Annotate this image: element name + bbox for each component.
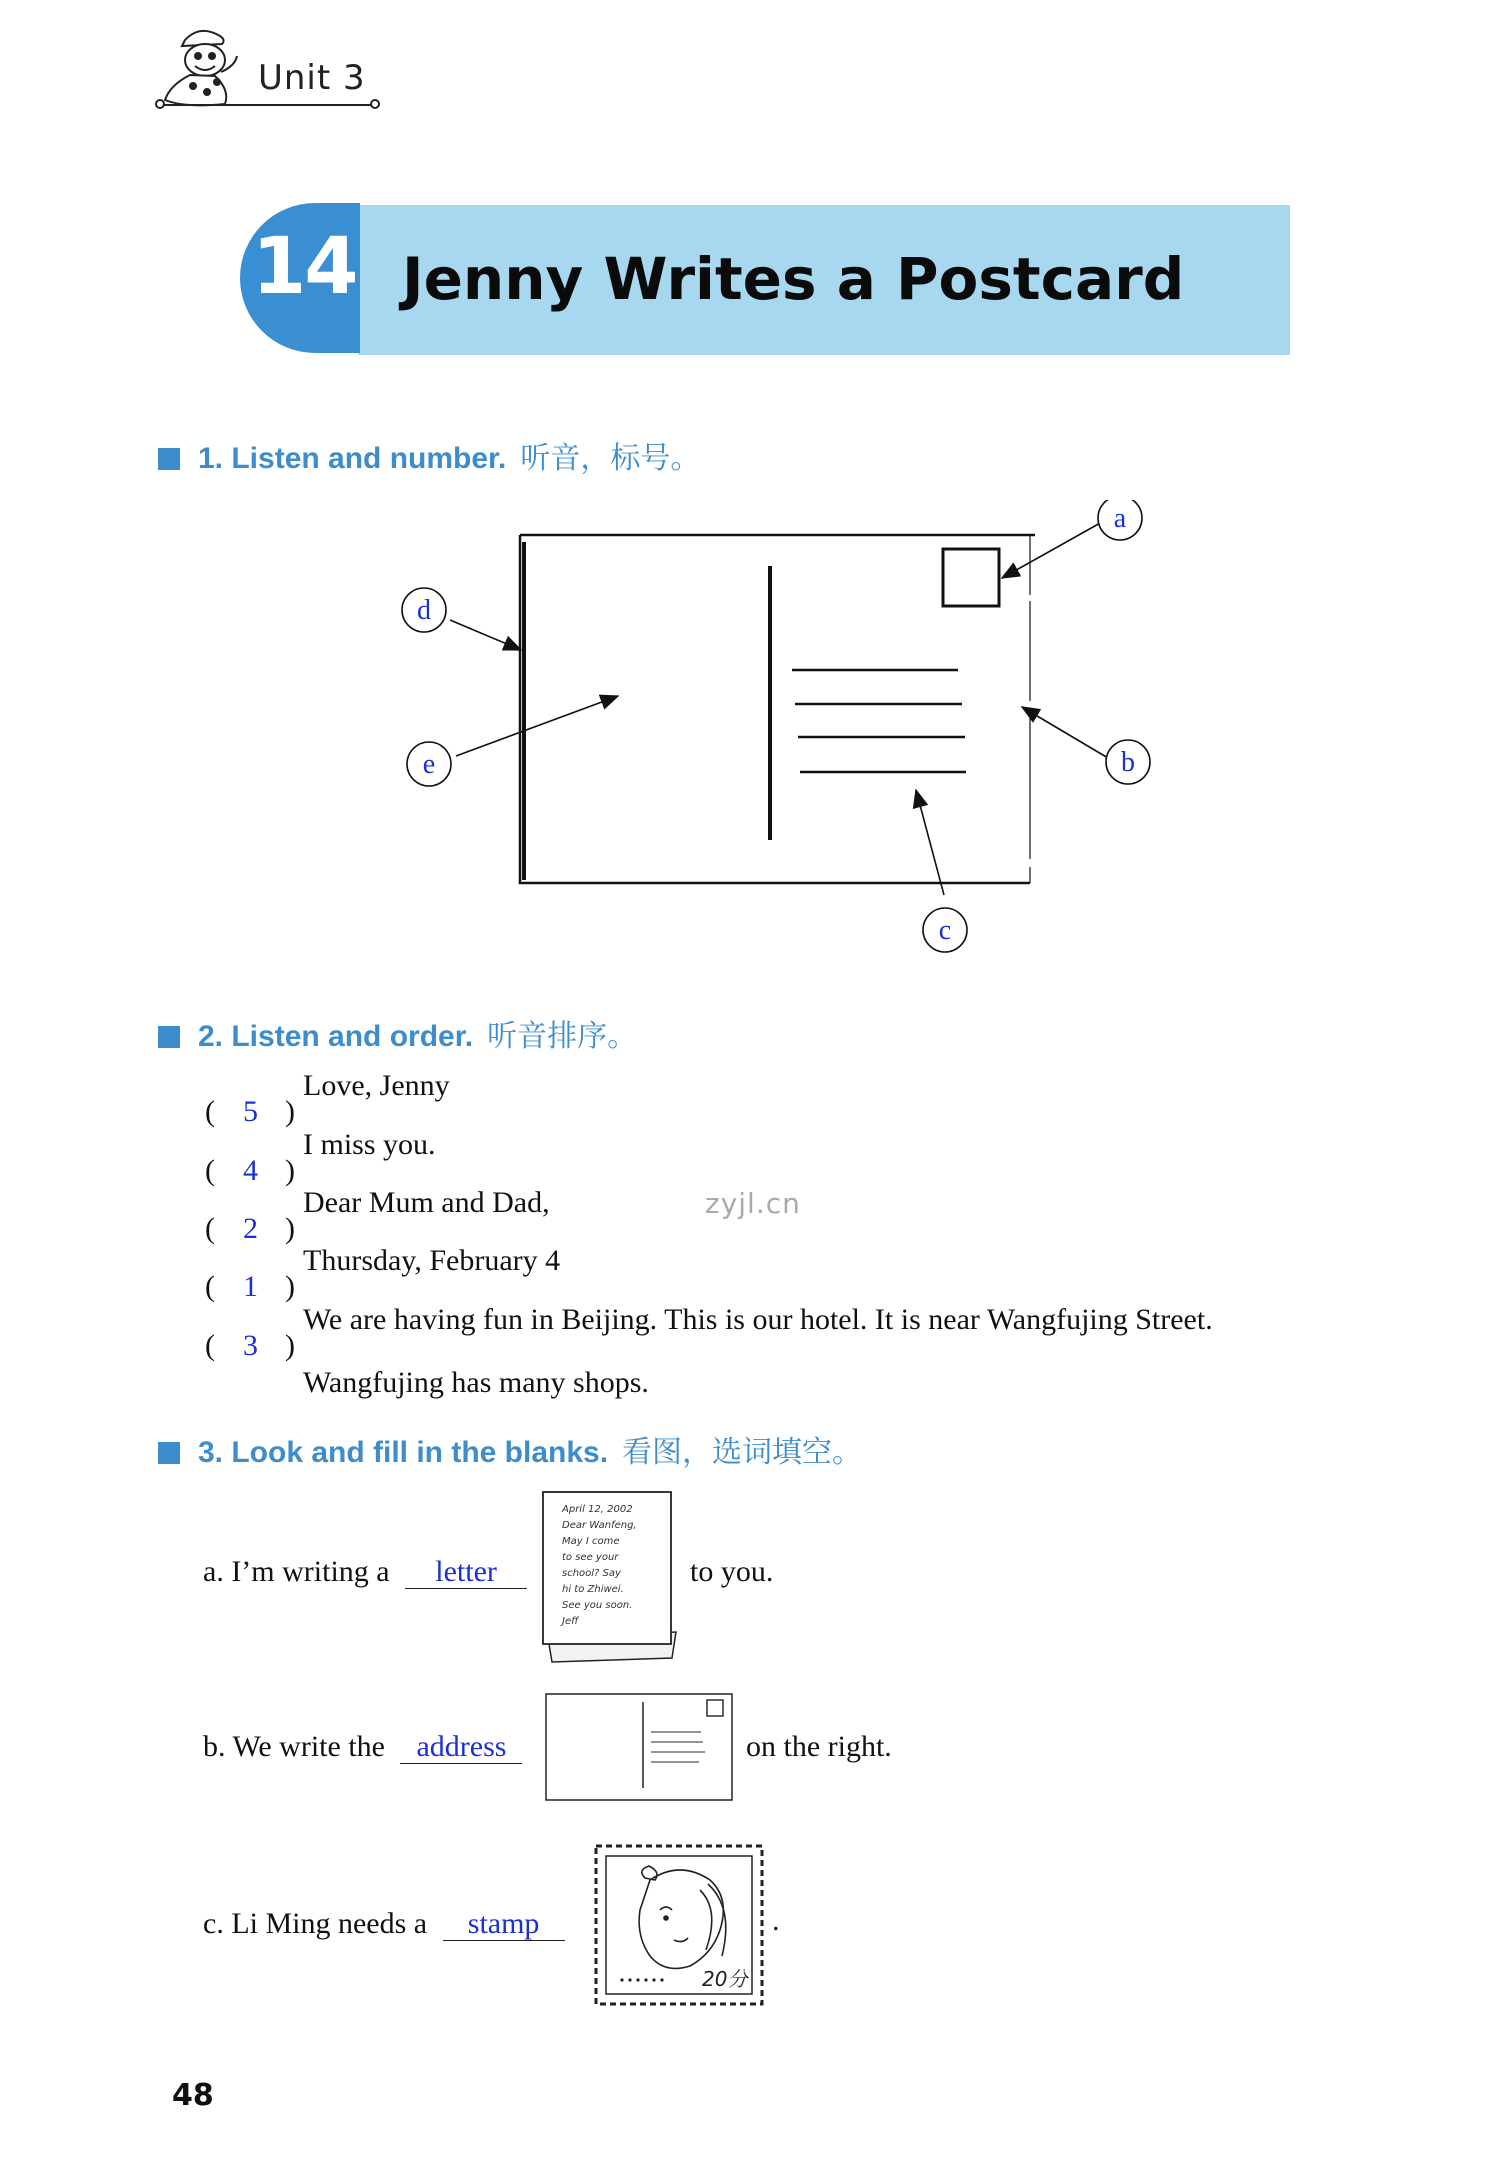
fill-answer: stamp <box>443 1907 565 1941</box>
pointer-arrows <box>450 522 1108 895</box>
letter-image <box>538 1488 686 1666</box>
page-number: 48 <box>172 2078 214 2113</box>
order-answer: 4 <box>243 1154 258 1187</box>
order-item: ( 1 ) Thursday, February 4 <box>205 1244 561 1303</box>
label-e: e <box>422 749 436 780</box>
order-item: ( 2 ) Dear Mum and Dad, <box>205 1186 550 1245</box>
label-b: b <box>1121 747 1135 778</box>
order-item: ( 3 ) We are having fun in Beijing. This is our hotel. It is near Wangfujing Street. <box>205 1303 1213 1362</box>
order-text: Love, Jenny <box>303 1069 450 1102</box>
stamp-image <box>590 1840 768 2010</box>
order-text: Wangfujing has many shops. <box>303 1366 649 1399</box>
section-2-title-zh: 听音排序。 <box>487 1019 638 1054</box>
section-1-heading <box>158 433 700 477</box>
section-marker <box>158 1442 180 1464</box>
header-rule <box>160 104 375 106</box>
fill-answer: letter <box>405 1555 527 1589</box>
label-c: c <box>938 915 952 946</box>
order-text: Dear Mum and Dad, <box>303 1186 550 1219</box>
section-3-heading <box>158 1427 862 1471</box>
order-item-continuation <box>205 1362 649 1400</box>
letter-line: school? Say <box>562 1568 621 1579</box>
fill-answer: address <box>400 1730 522 1764</box>
letter-line: Jeff <box>562 1616 579 1627</box>
rule-end-dot <box>370 99 380 109</box>
fill-item-c <box>203 1907 565 1941</box>
order-text: We are having fun in Beijing. This is our hotel. It is near Wangfujing Street. <box>303 1303 1213 1336</box>
letter-line: See you soon. <box>562 1600 633 1611</box>
fill-prefix: a. I’m writing a <box>203 1555 390 1588</box>
letter-line: hi to Zhiwei. <box>562 1584 624 1595</box>
lesson-title: Jenny Writes a Postcard <box>402 245 1185 313</box>
fill-prefix: c. Li Ming needs a <box>203 1907 428 1940</box>
order-text: Thursday, February 4 <box>303 1244 561 1277</box>
section-3-title-zh: 看图，选词填空。 <box>622 1435 863 1470</box>
rule-end-dot <box>155 99 165 109</box>
fill-item-a <box>203 1555 527 1589</box>
label-a: a <box>1113 503 1127 534</box>
section-2-heading <box>158 1011 637 1055</box>
order-item: ( 5 ) Love, Jenny <box>205 1069 450 1128</box>
postcard-outline <box>520 535 1035 883</box>
stamp-value: 20分 <box>702 1967 748 1991</box>
section-1-title: 1. Listen and number. <box>198 442 507 475</box>
letter-line: Dear Wanfeng, <box>562 1520 637 1531</box>
fill-item-b <box>203 1730 522 1764</box>
order-answer: 3 <box>243 1329 258 1362</box>
watermark: zyjl.cn <box>705 1187 801 1220</box>
order-text: I miss you. <box>303 1128 436 1161</box>
order-answer: 2 <box>243 1212 258 1245</box>
section-1-title-zh: 听音，标号。 <box>520 441 701 476</box>
fill-suffix: on the right. <box>746 1730 892 1763</box>
section-2-title: 2. Listen and order. <box>198 1020 474 1053</box>
fill-suffix: . <box>772 1904 780 1937</box>
postcard-diagram <box>390 500 1170 970</box>
letter-line: May I come <box>562 1536 620 1547</box>
lesson-number: 14 <box>252 222 357 312</box>
section-3-title: 3. Look and fill in the blanks. <box>198 1436 609 1469</box>
label-d: d <box>417 595 431 626</box>
unit-label: Unit 3 <box>258 58 366 98</box>
letter-line: to see your <box>562 1552 619 1563</box>
order-answer: 5 <box>243 1095 258 1128</box>
fill-suffix: to you. <box>690 1555 774 1588</box>
order-item: ( 4 ) I miss you. <box>205 1128 436 1187</box>
postcard-image <box>543 1690 737 1804</box>
letter-line: April 12, 2002 <box>562 1504 633 1515</box>
fill-prefix: b. We write the <box>203 1730 385 1763</box>
order-answer: 1 <box>243 1270 258 1303</box>
section-marker <box>158 1026 180 1048</box>
section-marker <box>158 448 180 470</box>
